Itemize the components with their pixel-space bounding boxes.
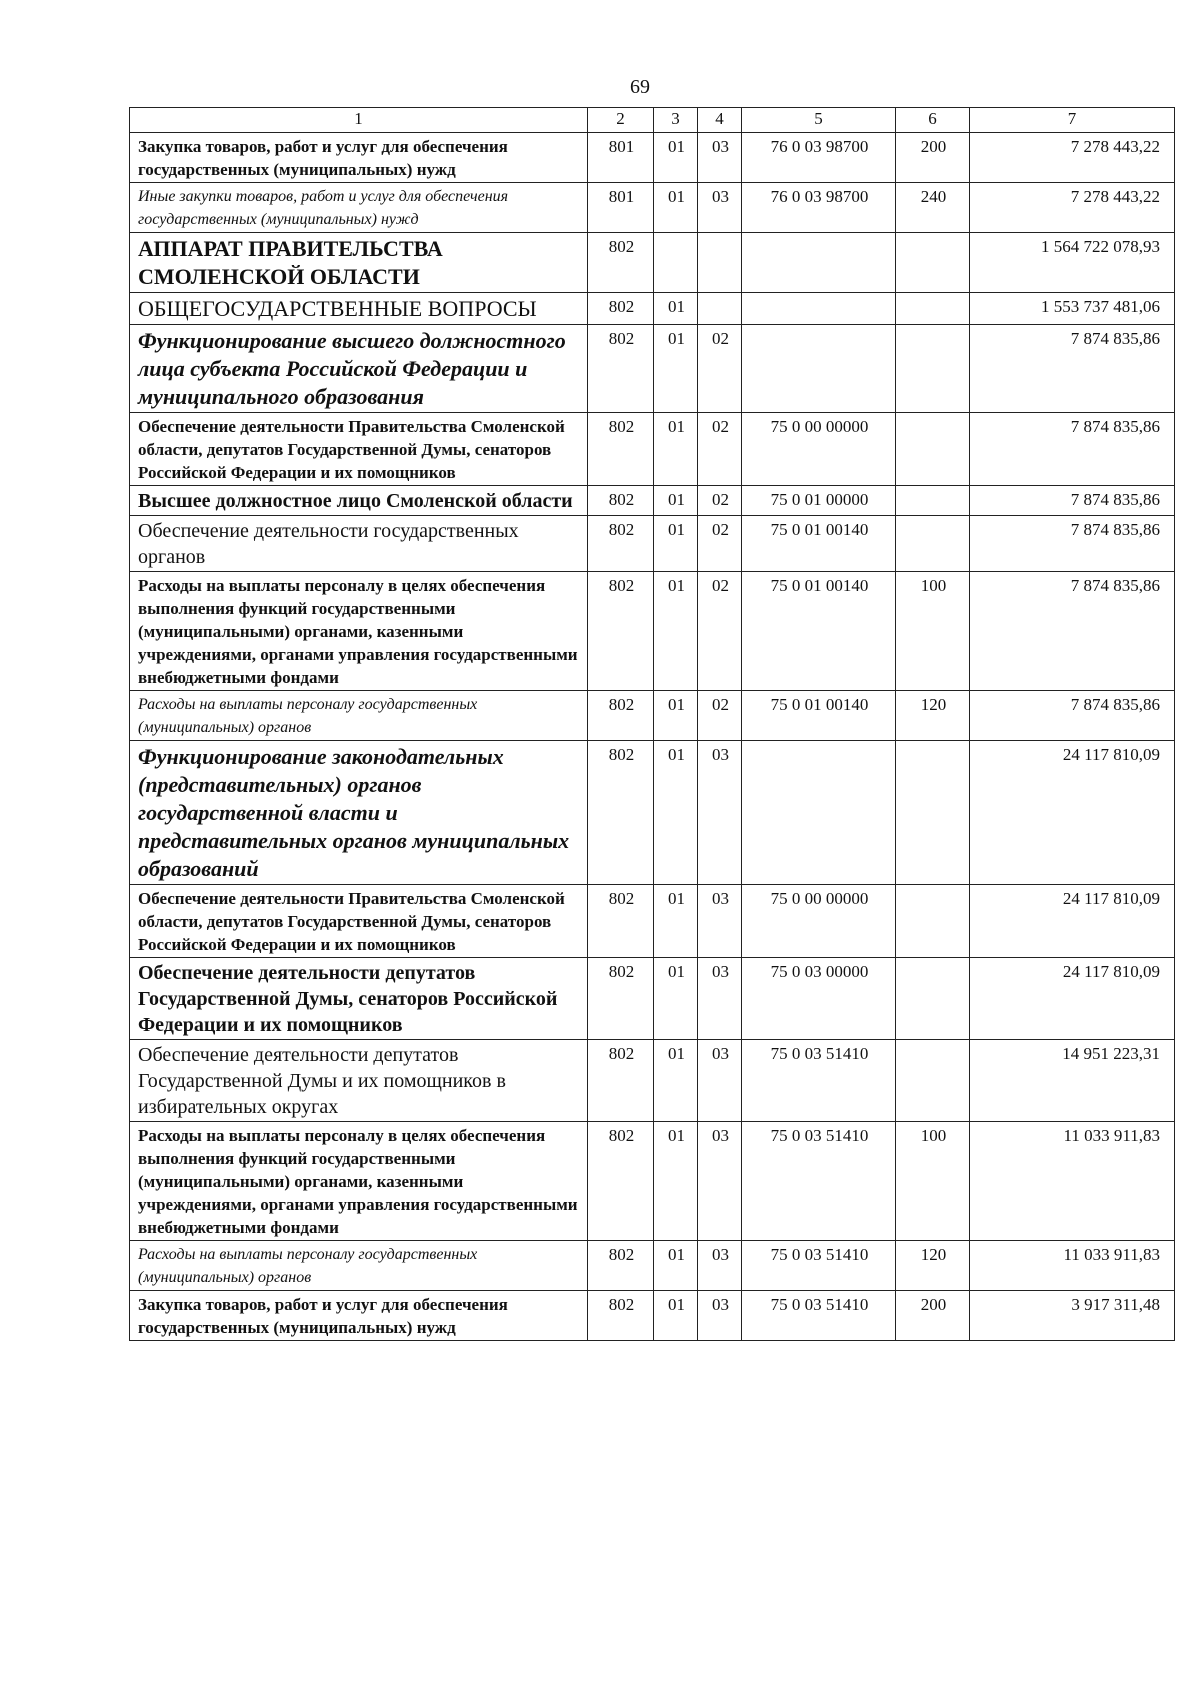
row-name: Расходы на выплаты персоналу в целях обеспечения выполнения функций государственными (муниципальными) органами, казенными учреждениями, органами управления государственными внебюджетными фондами (130, 572, 588, 691)
row-code-section: 01 (654, 1040, 698, 1122)
row-code-target: 75 0 03 00000 (742, 958, 896, 1040)
row-name: Обеспечение деятельности Правительства Смоленской области, депутатов Государственной Думы, сенаторов Российской Федерации и их помощников (130, 885, 588, 958)
table-row (130, 233, 1175, 293)
row-code-section: 01 (654, 516, 698, 572)
row-amount: 7 874 835,86 (970, 691, 1175, 741)
table-row (130, 133, 1175, 183)
table-row (130, 183, 1175, 233)
row-name: Расходы на выплаты персоналу в целях обеспечения выполнения функций государственными (муниципальными) органами, казенными учреждениями, органами управления государственными внебюджетными фондами (130, 1122, 588, 1241)
row-code-expense-type: 240 (896, 183, 970, 233)
table-row (130, 1040, 1175, 1122)
table-row (130, 293, 1175, 325)
page-number: 69 (630, 76, 650, 98)
row-amount: 24 117 810,09 (970, 885, 1175, 958)
row-code-expense-type (896, 741, 970, 885)
row-code-target: 75 0 03 51410 (742, 1291, 896, 1341)
budget-table (129, 107, 1175, 1341)
row-amount: 7 278 443,22 (970, 133, 1175, 183)
row-code-target (742, 293, 896, 325)
row-code-gov: 801 (588, 183, 654, 233)
row-code-target: 75 0 00 00000 (742, 413, 896, 486)
row-amount: 3 917 311,48 (970, 1291, 1175, 1341)
row-code-gov: 801 (588, 133, 654, 183)
row-code-subsection: 03 (698, 133, 742, 183)
column-header: 5 (742, 108, 896, 133)
row-code-expense-type: 100 (896, 1122, 970, 1241)
row-code-gov: 802 (588, 958, 654, 1040)
row-code-gov: 802 (588, 293, 654, 325)
row-amount: 7 874 835,86 (970, 413, 1175, 486)
row-code-gov: 802 (588, 413, 654, 486)
row-code-expense-type (896, 516, 970, 572)
column-header: 6 (896, 108, 970, 133)
row-code-subsection: 02 (698, 486, 742, 516)
row-name: Расходы на выплаты персоналу государственных (муниципальных) органов (130, 1241, 588, 1291)
row-code-gov: 802 (588, 572, 654, 691)
column-header: 3 (654, 108, 698, 133)
row-code-section: 01 (654, 1241, 698, 1291)
row-code-section: 01 (654, 885, 698, 958)
row-amount: 11 033 911,83 (970, 1241, 1175, 1291)
column-header-row (130, 108, 1175, 133)
table-row (130, 1291, 1175, 1341)
row-code-expense-type (896, 885, 970, 958)
row-code-expense-type (896, 413, 970, 486)
row-code-target (742, 741, 896, 885)
row-code-section: 01 (654, 572, 698, 691)
row-code-target: 76 0 03 98700 (742, 183, 896, 233)
row-name: Закупка товаров, работ и услуг для обеспечения государственных (муниципальных) нужд (130, 133, 588, 183)
row-name: Закупка товаров, работ и услуг для обеспечения государственных (муниципальных) нужд (130, 1291, 588, 1341)
row-code-gov: 802 (588, 741, 654, 885)
row-code-target (742, 233, 896, 293)
table-row (130, 958, 1175, 1040)
table-row (130, 1122, 1175, 1241)
row-name: Обеспечение деятельности государственных органов (130, 516, 588, 572)
row-code-target: 75 0 03 51410 (742, 1241, 896, 1291)
row-code-section: 01 (654, 741, 698, 885)
row-code-section: 01 (654, 413, 698, 486)
row-amount: 7 874 835,86 (970, 325, 1175, 413)
row-code-gov: 802 (588, 1122, 654, 1241)
table-row (130, 1241, 1175, 1291)
row-amount: 7 874 835,86 (970, 572, 1175, 691)
row-code-expense-type (896, 958, 970, 1040)
row-amount: 24 117 810,09 (970, 958, 1175, 1040)
row-code-expense-type (896, 293, 970, 325)
row-code-gov: 802 (588, 325, 654, 413)
row-amount: 11 033 911,83 (970, 1122, 1175, 1241)
table-row (130, 885, 1175, 958)
row-code-expense-type (896, 486, 970, 516)
table-row (130, 413, 1175, 486)
row-code-target: 75 0 01 00000 (742, 486, 896, 516)
row-code-target: 75 0 00 00000 (742, 885, 896, 958)
row-name: Функционирование законодательных (представительных) органов государственной власти и представительных органов муниципальных образований (130, 741, 588, 885)
row-code-subsection: 03 (698, 1040, 742, 1122)
table-row (130, 691, 1175, 741)
row-code-section: 01 (654, 133, 698, 183)
row-code-subsection: 02 (698, 413, 742, 486)
row-name: Высшее должностное лицо Смоленской области (130, 486, 588, 516)
table-row (130, 572, 1175, 691)
row-code-section: 01 (654, 1122, 698, 1241)
row-code-expense-type: 100 (896, 572, 970, 691)
column-header: 7 (970, 108, 1175, 133)
row-code-subsection: 03 (698, 1122, 742, 1241)
row-code-gov: 802 (588, 1241, 654, 1291)
row-code-gov: 802 (588, 691, 654, 741)
row-code-gov: 802 (588, 486, 654, 516)
row-amount: 7 874 835,86 (970, 486, 1175, 516)
row-code-subsection (698, 233, 742, 293)
row-code-section (654, 233, 698, 293)
row-name: Иные закупки товаров, работ и услуг для обеспечения государственных (муниципальных) нужд (130, 183, 588, 233)
row-code-gov: 802 (588, 885, 654, 958)
row-code-target: 75 0 01 00140 (742, 516, 896, 572)
row-name: Расходы на выплаты персоналу государственных (муниципальных) органов (130, 691, 588, 741)
row-name: Обеспечение деятельности депутатов Государственной Думы, сенаторов Российской Федерации и их помощников (130, 958, 588, 1040)
row-amount: 7 278 443,22 (970, 183, 1175, 233)
row-code-target: 76 0 03 98700 (742, 133, 896, 183)
row-code-subsection: 03 (698, 1241, 742, 1291)
row-code-subsection (698, 293, 742, 325)
row-code-section: 01 (654, 486, 698, 516)
row-code-section: 01 (654, 691, 698, 741)
row-code-target: 75 0 01 00140 (742, 691, 896, 741)
row-code-expense-type: 120 (896, 1241, 970, 1291)
row-code-subsection: 02 (698, 691, 742, 741)
row-amount: 24 117 810,09 (970, 741, 1175, 885)
row-code-target (742, 325, 896, 413)
row-code-subsection: 02 (698, 516, 742, 572)
table-row (130, 486, 1175, 516)
row-code-gov: 802 (588, 516, 654, 572)
row-name: Обеспечение деятельности депутатов Государственной Думы и их помощников в избирательных округах (130, 1040, 588, 1122)
row-amount: 1 564 722 078,93 (970, 233, 1175, 293)
row-code-subsection: 03 (698, 1291, 742, 1341)
row-amount: 1 553 737 481,06 (970, 293, 1175, 325)
column-header: 2 (588, 108, 654, 133)
row-code-expense-type: 200 (896, 1291, 970, 1341)
row-code-gov: 802 (588, 1291, 654, 1341)
row-code-section: 01 (654, 183, 698, 233)
row-code-subsection: 03 (698, 958, 742, 1040)
row-code-section: 01 (654, 293, 698, 325)
row-code-expense-type (896, 1040, 970, 1122)
row-code-expense-type: 120 (896, 691, 970, 741)
row-code-subsection: 02 (698, 572, 742, 691)
row-code-section: 01 (654, 325, 698, 413)
row-code-target: 75 0 01 00140 (742, 572, 896, 691)
row-amount: 7 874 835,86 (970, 516, 1175, 572)
table-row (130, 741, 1175, 885)
row-code-target: 75 0 03 51410 (742, 1122, 896, 1241)
row-code-subsection: 03 (698, 183, 742, 233)
table-row (130, 325, 1175, 413)
row-name: ОБЩЕГОСУДАРСТВЕННЫЕ ВОПРОСЫ (130, 293, 588, 325)
row-name: Функционирование высшего должностного лица субъекта Российской Федерации и муниципального образования (130, 325, 588, 413)
row-name: Обеспечение деятельности Правительства Смоленской области, депутатов Государственной Думы, сенаторов Российской Федерации и их помощников (130, 413, 588, 486)
row-code-expense-type (896, 325, 970, 413)
column-header: 4 (698, 108, 742, 133)
row-amount: 14 951 223,31 (970, 1040, 1175, 1122)
row-code-subsection: 02 (698, 325, 742, 413)
row-code-section: 01 (654, 958, 698, 1040)
row-code-subsection: 03 (698, 741, 742, 885)
row-name: АППАРАТ ПРАВИТЕЛЬСТВА СМОЛЕНСКОЙ ОБЛАСТИ (130, 233, 588, 293)
row-code-expense-type: 200 (896, 133, 970, 183)
row-code-expense-type (896, 233, 970, 293)
row-code-subsection: 03 (698, 885, 742, 958)
column-header: 1 (130, 108, 588, 133)
row-code-target: 75 0 03 51410 (742, 1040, 896, 1122)
row-code-gov: 802 (588, 1040, 654, 1122)
row-code-gov: 802 (588, 233, 654, 293)
table-row (130, 516, 1175, 572)
row-code-section: 01 (654, 1291, 698, 1341)
